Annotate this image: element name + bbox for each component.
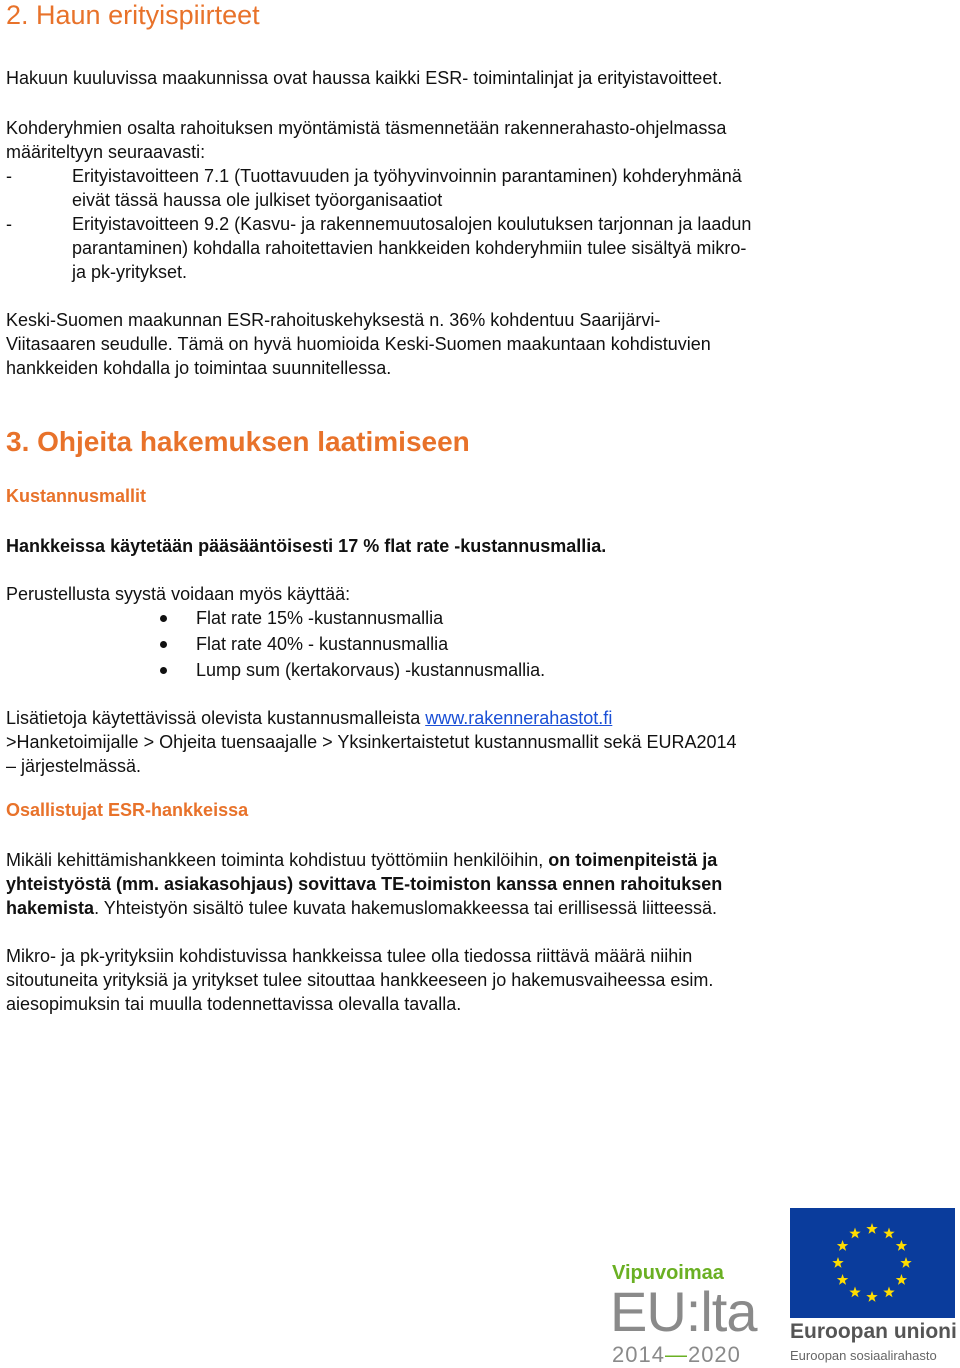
mikali-bold: on toimenpiteistä ja	[548, 850, 718, 870]
eu-star-icon	[837, 1274, 848, 1285]
lisatietoja-line	[6, 706, 946, 730]
dash-item-line: ja pk-yritykset.	[72, 262, 188, 282]
eu-star-icon	[896, 1274, 907, 1285]
dash-item-7-1	[6, 164, 936, 212]
dash-item-line: parantaminen) kohdalla rahoitettavien hankkeiden kohderyhmiin tulee sisältyä mikro-	[72, 238, 747, 258]
flat-rate-statement: Hankkeissa käytetään pääsääntöisesti 17 % flat rate -kustannusmallia.	[6, 536, 607, 556]
vipuvoimaa-eu-text: EU:lta	[610, 1280, 757, 1343]
vipuvoimaa-logo	[610, 1262, 760, 1366]
bullet-dot	[160, 615, 167, 622]
eu-star-icon	[849, 1228, 860, 1239]
eu-stars	[790, 1208, 955, 1318]
years-start: 2014	[612, 1342, 665, 1367]
dash-mark: -	[6, 214, 12, 234]
kustannusmallit-heading: Kustannusmallit	[6, 486, 147, 506]
vipuvoimaa-years	[612, 1342, 741, 1368]
mikali-line-1	[6, 848, 946, 872]
eu-star-icon	[896, 1240, 907, 1251]
rakennerahastot-link[interactable]: www.rakennerahastot.fi	[425, 708, 613, 728]
dash-item-line: Erityistavoitteen 7.1 (Tuottavuuden ja työhyvinvoinnin parantaminen) kohderyhmänä	[72, 166, 742, 186]
path-line-1: >Hanketoimijalle > Ohjeita tuensaajalle > Yksinkertaistetut kustannusmallit sekä EURA2014	[6, 732, 737, 752]
eu-flag-icon	[790, 1208, 955, 1318]
intro-paragraph: Hakuun kuuluvissa maakunnissa ovat haussa kaikki ESR- toimintalinjat ja erityistavoitteet.	[6, 68, 723, 88]
bullet-item	[160, 632, 448, 656]
eu-star-icon	[849, 1286, 860, 1297]
kohderyhma-line-2: määriteltyyn seuraavasti:	[6, 142, 206, 162]
bullet-dot	[160, 641, 167, 648]
keski-line-3: hankkeiden kohdalla jo toimintaa suunnitellessa.	[6, 358, 392, 378]
eu-star-icon	[837, 1240, 848, 1251]
osallistujat-heading: Osallistujat ESR-hankkeissa	[6, 800, 249, 820]
eu-star-icon	[866, 1223, 877, 1234]
dash-item-line: eivät tässä haussa ole julkiset työorganisaatiot	[72, 190, 443, 210]
eu-star-icon	[883, 1286, 894, 1297]
bullet-text: Flat rate 40% - kustannusmallia	[196, 634, 449, 654]
path-line-2: – järjestelmässä.	[6, 756, 142, 776]
section-3-heading: 3. Ohjeita hakemuksen laatimiseen	[6, 426, 470, 457]
bullet-dot	[160, 667, 167, 674]
perustellusta-text: Perustellusta syystä voidaan myös käyttää:	[6, 584, 351, 604]
mikali-text: . Yhteistyön sisältö tulee kuvata hakemuslomakkeessa tai erillisessä liitteessä.	[94, 898, 718, 918]
eu-star-icon	[832, 1257, 843, 1268]
bullet-item	[160, 606, 443, 630]
eu-subtitle: Euroopan sosiaalirahasto	[790, 1348, 937, 1363]
vipuvoimaa-title: Vipuvoimaa	[612, 1262, 724, 1284]
eu-star-icon	[900, 1257, 911, 1268]
eu-star-icon	[883, 1228, 894, 1239]
years-end: 2020	[687, 1342, 741, 1367]
mikali-line-2: yhteistyöstä (mm. asiakasohjaus) sovittava TE-toimiston kanssa ennen rahoituksen	[6, 874, 723, 894]
mikro-line-1: Mikro- ja pk-yrityksiin kohdistuvissa hankkeissa tulee olla tiedossa riittävä määrä niihin	[6, 946, 693, 966]
section-2-heading: 2. Haun erityispiirteet	[6, 0, 260, 30]
mikali-bold: hakemista	[6, 898, 95, 918]
dash-mark: -	[6, 166, 12, 186]
dash-item-9-2	[6, 212, 936, 284]
bullet-item	[160, 658, 545, 682]
years-separator: —	[664, 1342, 688, 1367]
kohderyhma-line-1: Kohderyhmien osalta rahoituksen myöntämistä täsmennetään rakennerahasto-ohjelmassa	[6, 118, 727, 138]
eu-star-icon	[866, 1291, 877, 1302]
mikali-line-3	[6, 896, 946, 920]
lisatietoja-text: Lisätietoja käytettävissä olevista kustannusmalleista	[6, 708, 426, 728]
mikro-line-3: aiesopimuksin tai muulla todennettavissa olevalla tavalla.	[6, 994, 462, 1014]
dash-item-line: Erityistavoitteen 9.2 (Kasvu- ja rakennemuutosalojen koulutuksen tarjonnan ja laadun	[72, 214, 752, 234]
mikali-text: Mikäli kehittämishankkeen toiminta kohdistuu työttömiin henkilöihin,	[6, 850, 549, 870]
keski-line-1: Keski-Suomen maakunnan ESR-rahoituskehyksestä n. 36% kohdentuu Saarijärvi-	[6, 310, 661, 330]
bullet-text: Lump sum (kertakorvaus) -kustannusmallia.	[196, 660, 546, 680]
keski-line-2: Viitasaaren seudulle. Tämä on hyvä huomioida Keski-Suomen maakuntaan kohdistuvien	[6, 334, 711, 354]
mikro-line-2: sitoutuneita yrityksiä ja yritykset tulee sitouttaa hankkeeseen jo hakemusvaiheessa esim.	[6, 970, 714, 990]
eu-title: Euroopan unioni	[790, 1320, 957, 1343]
bullet-text: Flat rate 15% -kustannusmallia	[196, 608, 444, 628]
eu-logo	[790, 1208, 955, 1366]
